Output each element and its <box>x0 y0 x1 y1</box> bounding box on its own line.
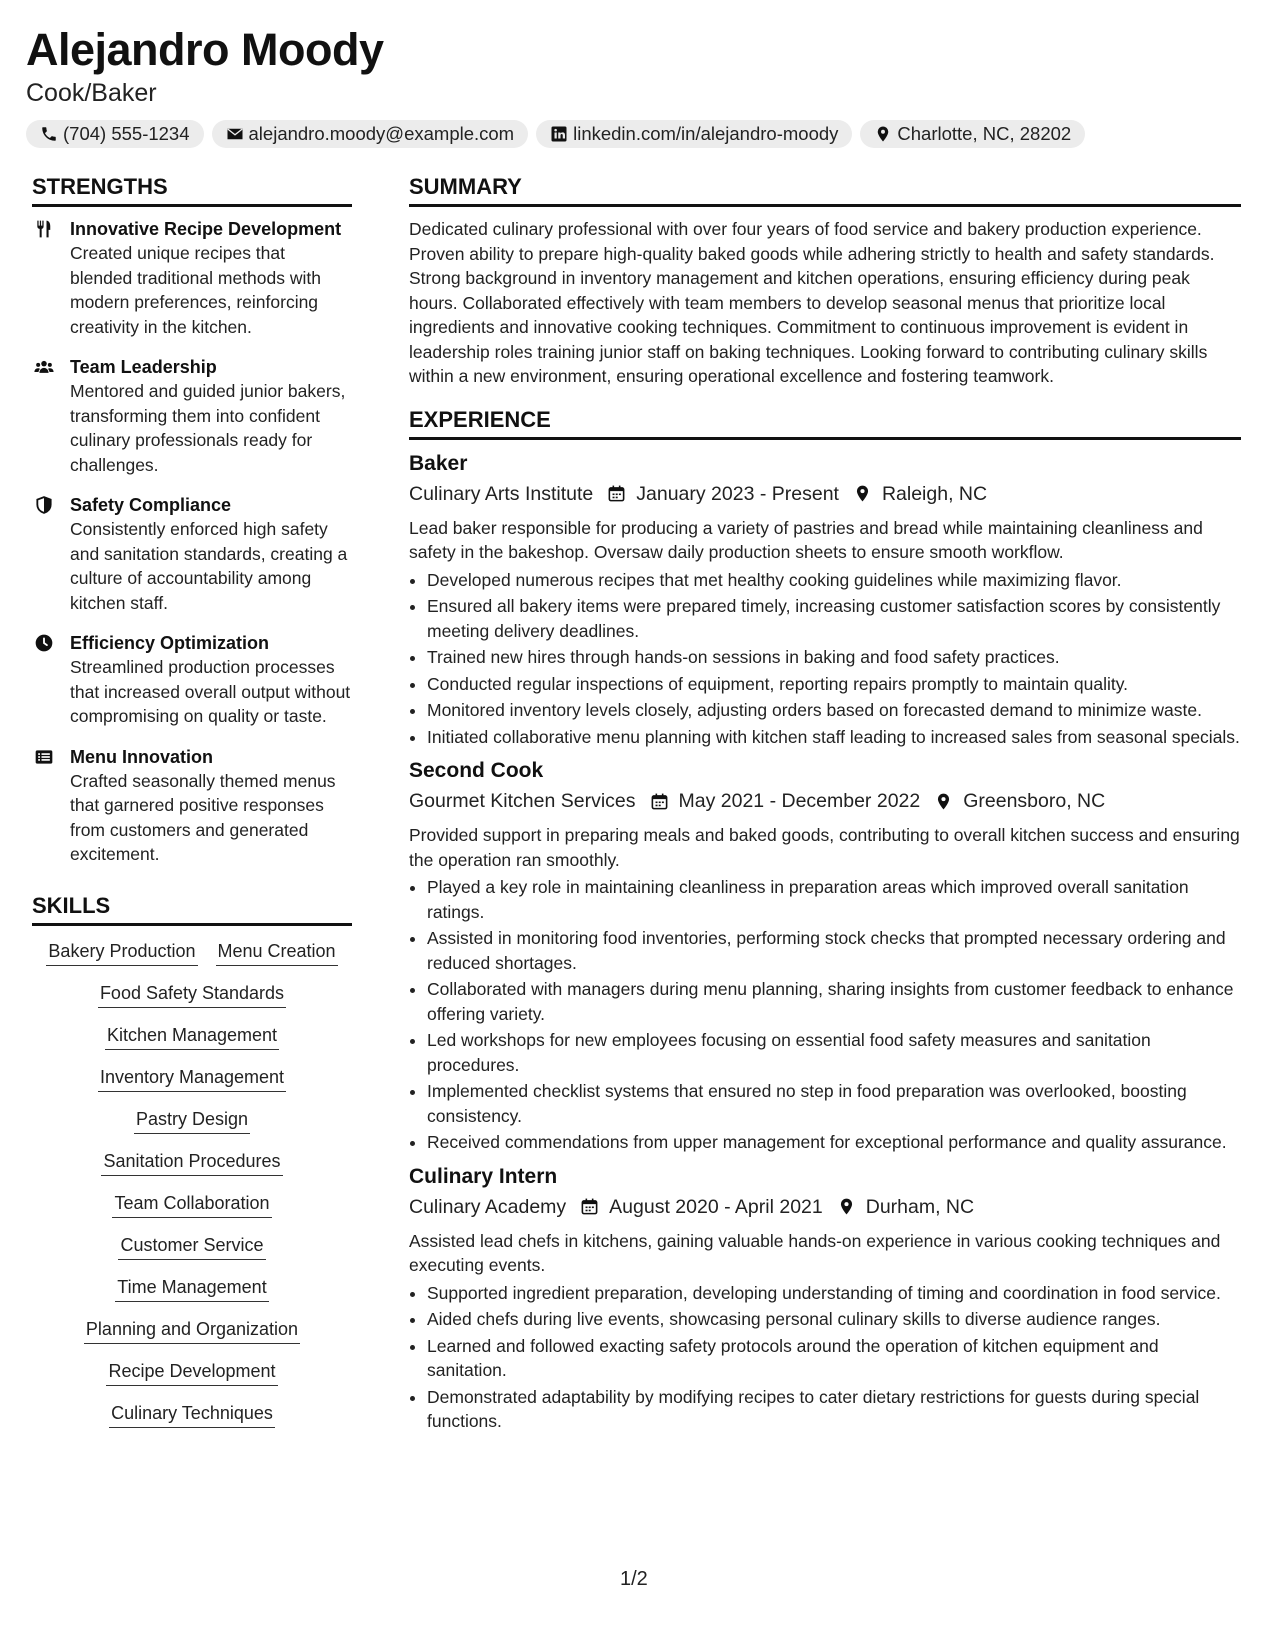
skill-tag: Kitchen Management <box>105 1024 279 1050</box>
job-description: Provided support in preparing meals and baked goods, contributing to overall kitchen success and ensuring the operation ran smoothly. <box>409 825 1240 870</box>
contact-phone[interactable] <box>26 120 204 148</box>
contact-phone-text: (704) 555-1234 <box>63 123 190 144</box>
job-meta <box>409 1193 1241 1221</box>
job-company: Culinary Academy <box>409 1195 567 1218</box>
skill-tag: Sanitation Procedures <box>101 1150 282 1176</box>
job-bullet: • Demonstrated adaptability by modifying recipes to cater dietary restrictions for guests during special functions. <box>427 1385 1241 1434</box>
job-bullet: • Led workshops for new employees focusing on essential food safety measures and sanitation procedures. <box>427 1028 1241 1077</box>
strength-description: Mentored and guided junior bakers, transforming them into confident culinary professionals ready for challenges. <box>70 381 346 475</box>
contact-email-text: alejandro.moody@example.com <box>248 123 515 144</box>
job-bullets <box>409 875 1241 1155</box>
strength-item <box>32 745 352 867</box>
job-title: Cook/Baker <box>26 79 157 107</box>
envelope-icon <box>226 125 244 143</box>
skill-tag: Time Management <box>115 1276 268 1302</box>
job-location: Durham, NC <box>865 1195 975 1218</box>
job-bullet: • Learned and followed exacting safety protocols around the operation of kitchen equipment and sanitation. <box>427 1334 1241 1383</box>
strength-item <box>32 493 352 615</box>
job-bullet: • Aided chefs during live events, showcasing personal culinary skills to diverse audience ranges. <box>427 1307 1241 1332</box>
contact-email[interactable] <box>212 120 529 148</box>
strength-description: Created unique recipes that blended traditional methods with modern preferences, reinforcing creativity in the kitchen. <box>70 243 321 337</box>
job-bullet: • Developed numerous recipes that met healthy cooking guidelines while maximizing flavor. <box>427 568 1241 593</box>
clock-icon <box>34 633 54 653</box>
utensils-icon <box>34 219 54 239</box>
skills-row <box>32 1318 352 1344</box>
contact-linkedin-text: linkedin.com/in/alejandro-moody <box>573 123 839 144</box>
calendar-icon <box>650 792 669 811</box>
job-location: Greensboro, NC <box>963 790 1106 812</box>
summary-text: Dedicated culinary professional with over four years of food service and bakery production experience. Proven ability to prepare high-quality baked goods while adhering strictly to health and safety standards. Strong background in inventory management and kitchen operations, ensuring efficiency during peak hours. Collaborated effectively with team members to develop seasonal menus that prioritize local ingredients and innovative cooking techniques. Commitment to continuous improvement is evident in leadership roles training junior staff on baking techniques. Looking forward to contributing culinary skills within a new environment, ensuring operational excellence and fostering teamwork. <box>409 219 1215 386</box>
skills-row <box>32 1150 352 1176</box>
strength-title: Safety Compliance <box>70 495 232 515</box>
skills-row <box>32 1402 352 1428</box>
job-bullet: • Supported ingredient preparation, developing understanding of timing and coordination in food service. <box>427 1281 1241 1306</box>
strength-title: Menu Innovation <box>70 746 213 767</box>
skills-list <box>32 940 352 1428</box>
map-pin-icon <box>837 1197 856 1216</box>
skills-row <box>32 1234 352 1260</box>
strength-item <box>32 631 352 729</box>
job-description: Lead baker responsible for producing a variety of pastries and bread while maintaining cleanliness and safety in the bakeshop. Oversaw daily production sheets to ensure smooth workflow. <box>409 517 1203 562</box>
map-pin-icon <box>853 484 872 503</box>
contact-linkedin[interactable] <box>536 120 852 148</box>
job-entry <box>409 757 1241 1155</box>
skill-tag: Planning and Organization <box>84 1318 300 1344</box>
strength-description: Streamlined production processes that increased overall output without compromising on quality or taste. <box>70 657 351 726</box>
strength-description: Consistently enforced high safety and sanitation standards, creating a culture of accountability among kitchen staff. <box>70 519 348 613</box>
contact-location <box>860 120 1085 148</box>
job-company: Culinary Arts Institute <box>409 482 594 505</box>
list-icon <box>34 747 54 767</box>
job-company: Gourmet Kitchen Services <box>409 790 636 812</box>
skills-row <box>32 940 352 966</box>
strength-item <box>32 355 352 477</box>
left-column <box>32 172 352 1444</box>
job-position: Baker <box>409 451 468 475</box>
page-number: 1/2 <box>620 1568 648 1590</box>
skills-row <box>32 1066 352 1092</box>
calendar-icon <box>607 484 626 503</box>
job-bullet: • Initiated collaborative menu planning with kitchen staff leading to increased sales from seasonal specials. <box>427 725 1241 750</box>
skill-tag: Food Safety Standards <box>98 982 286 1008</box>
skill-tag: Recipe Development <box>106 1360 277 1386</box>
contact-bar <box>26 120 1246 148</box>
skills-row <box>32 1024 352 1050</box>
job-entry <box>409 450 1241 750</box>
skills-row <box>32 1192 352 1218</box>
strength-title: Efficiency Optimization <box>70 633 270 653</box>
job-bullets <box>409 568 1241 750</box>
job-bullet: • Implemented checklist systems that ensured no step in food preparation was overlooked, boosting consistency. <box>427 1079 1241 1128</box>
linkedin-icon <box>550 125 568 143</box>
skills-row <box>32 1360 352 1386</box>
strengths-heading: STRENGTHS <box>32 172 352 207</box>
skill-tag: Bakery Production <box>46 940 197 966</box>
job-meta <box>409 480 1241 508</box>
summary-heading: SUMMARY <box>409 172 1241 207</box>
candidate-name: Alejandro Moody <box>26 24 384 75</box>
job-entry <box>409 1163 1241 1434</box>
job-position: Second Cook <box>409 759 544 782</box>
skills-row <box>32 1108 352 1134</box>
users-icon <box>34 357 54 377</box>
skill-tag: Team Collaboration <box>112 1192 271 1218</box>
contact-location-text: Charlotte, NC, 28202 <box>897 123 1072 144</box>
phone-icon <box>40 125 58 143</box>
skill-tag: Customer Service <box>118 1234 265 1260</box>
strength-title: Team Leadership <box>70 357 217 377</box>
skill-tag: Pastry Design <box>134 1108 250 1134</box>
job-bullet: • Conducted regular inspections of equipment, reporting repairs promptly to maintain quality. <box>427 672 1241 697</box>
skills-row <box>32 1276 352 1302</box>
right-column <box>409 172 1241 1436</box>
shield-icon <box>34 495 54 515</box>
job-bullet: • Assisted in monitoring food inventories, performing stock checks that prompted necessary ordering and reduced shortages. <box>427 926 1241 975</box>
skill-tag: Menu Creation <box>216 940 338 966</box>
job-dates: January 2023 - Present <box>636 482 839 505</box>
skills-heading: SKILLS <box>32 891 352 926</box>
skills-row <box>32 982 352 1008</box>
strength-title: Innovative Recipe Development <box>70 219 342 239</box>
strength-description: Crafted seasonally themed menus that garnered positive responses from customers and generated excitement. <box>70 770 336 864</box>
job-position: Culinary Intern <box>409 1164 558 1188</box>
skill-tag: Inventory Management <box>98 1066 286 1092</box>
job-description: Assisted lead chefs in kitchens, gaining valuable hands-on experience in various cooking techniques and executing events. <box>409 1230 1221 1275</box>
job-bullet: • Received commendations from upper management for exceptional performance and quality assurance. <box>427 1130 1241 1155</box>
job-dates: August 2020 - April 2021 <box>609 1195 823 1218</box>
map-pin-icon <box>874 125 892 143</box>
job-bullet: • Monitored inventory levels closely, adjusting orders based on forecasted demand to minimize waste. <box>427 698 1241 723</box>
job-dates: May 2021 - December 2022 <box>678 790 921 812</box>
job-bullet: • Collaborated with managers during menu planning, sharing insights from customer feedback to enhance offering variety. <box>427 977 1241 1026</box>
calendar-icon <box>580 1197 599 1216</box>
job-meta <box>409 787 1241 815</box>
job-location: Raleigh, NC <box>881 482 988 505</box>
skill-tag: Culinary Techniques <box>109 1402 275 1428</box>
map-pin-icon <box>934 792 953 811</box>
job-bullet: • Played a key role in maintaining cleanliness in preparation areas which improved overall sanitation ratings. <box>427 875 1241 924</box>
job-bullet: • Ensured all bakery items were prepared timely, increasing customer satisfaction scores by consistently meeting delivery deadlines. <box>427 594 1241 643</box>
experience-heading: EXPERIENCE <box>409 405 1241 440</box>
job-bullet: • Trained new hires through hands-on sessions in baking and food safety practices. <box>427 645 1241 670</box>
strength-item <box>32 217 352 339</box>
resume-header <box>26 24 1246 148</box>
job-bullets <box>409 1281 1241 1434</box>
